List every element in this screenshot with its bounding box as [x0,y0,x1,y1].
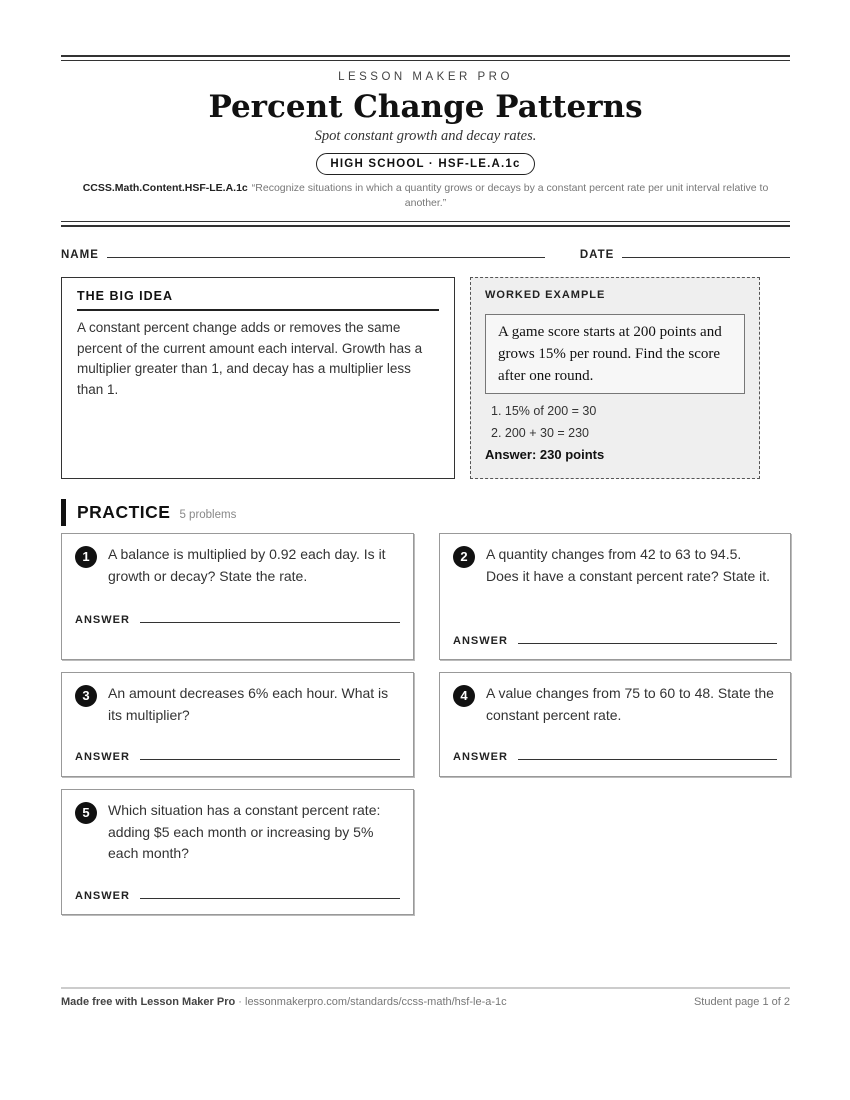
answer-field[interactable] [140,622,400,623]
grade-standard-badge: HIGH SCHOOL · HSF-LE.A.1c [316,153,534,175]
answer-row [75,614,400,626]
answer-field[interactable] [518,759,777,760]
footer-page-number: Student page 1 of 2 [693,996,790,1008]
problem-text: A value changes from 75 to 60 to 48. State the constant percent rate. [486,685,774,723]
name-date-row [61,243,790,261]
practice-card-2 [439,533,791,660]
date-field[interactable] [622,256,790,258]
practice-heading: PRACTICE [77,502,171,522]
worksheet [61,55,790,526]
header-top-rule [61,55,790,61]
practice-card-5 [61,789,414,915]
worked-example-problem: A game score starts at 200 points and grows 15% per round. Find the score after one round. [485,314,745,394]
problem-text: A balance is multiplied by 0.92 each day. Is it growth or decay? State the rate. [108,546,386,584]
worked-step: 1. 15% of 200 = 30 [491,404,597,418]
practice-count: 5 problems [179,508,237,521]
footer-credit [61,996,507,1008]
problem-number-badge: 5 [75,802,97,824]
practice-card-3 [61,672,414,777]
big-idea-box [61,277,455,479]
problem-number-badge: 1 [75,546,97,568]
big-idea-heading: THE BIG IDEA [77,289,439,311]
big-idea-text: A constant percent change adds or removes the same percent of the current amount each interval. Growth has a multiplier greater than 1, and decay has a multiplier less than 1. [77,320,423,397]
answer-row [453,635,777,647]
worked-example-steps [485,400,745,444]
answer-label: ANSWER [75,890,130,902]
standard-text: “Recognize situations in which a quantity grows or decays by a constant percent rate per unit interval relative to another.” [251,182,769,209]
name-field[interactable] [107,256,545,258]
standard-description [61,181,790,211]
name-label: NAME [61,249,99,261]
worked-step: 2. 200 + 30 = 230 [491,426,590,440]
answer-field[interactable] [140,898,400,899]
problem-text: An amount decreases 6% each hour. What is its multiplier? [108,685,389,723]
practice-card-1 [61,533,414,660]
worked-example-answer: Answer: 230 points [485,447,605,462]
answer-label: ANSWER [75,751,130,763]
date-label: DATE [579,249,615,261]
problem-number-badge: 3 [75,685,97,707]
worked-example-box [470,277,760,479]
answer-label: ANSWER [75,614,130,626]
page-title: Percent Change Patterns [208,89,643,125]
problem-number-badge: 2 [453,546,475,568]
standard-code: CCSS.Math.Content.HSF-LE.A.1c [82,182,248,194]
answer-label: ANSWER [453,751,508,763]
intro-boxes [61,277,790,479]
practice-header [61,499,790,526]
header-bottom-rule [61,221,790,227]
answer-field[interactable] [140,759,400,760]
practice-card-4 [439,672,791,777]
footer-url[interactable]: · lessonmakerpro.com/standards/ccss-math/hsf-le-a-1c [235,996,507,1008]
footer-made-with: Made free with Lesson Maker Pro [61,996,236,1008]
problem-text: Which situation has a constant percent rate: adding $5 each month or increasing by 5% each month? [108,802,381,861]
answer-row [75,751,400,763]
answer-row [453,751,777,763]
answer-field[interactable] [518,643,777,644]
problem-text: A quantity changes from 42 to 63 to 94.5. Does it have a constant percent rate? State it. [486,546,771,584]
brand-name: LESSON MAKER PRO [338,71,513,83]
practice-accent-bar [61,499,66,526]
answer-label: ANSWER [453,635,508,647]
page-subtitle: Spot constant growth and decay rates. [314,128,537,144]
worked-example-heading: WORKED EXAMPLE [485,289,606,301]
answer-row [75,890,400,902]
problem-number-badge: 4 [453,685,475,707]
page-footer [61,987,790,1008]
